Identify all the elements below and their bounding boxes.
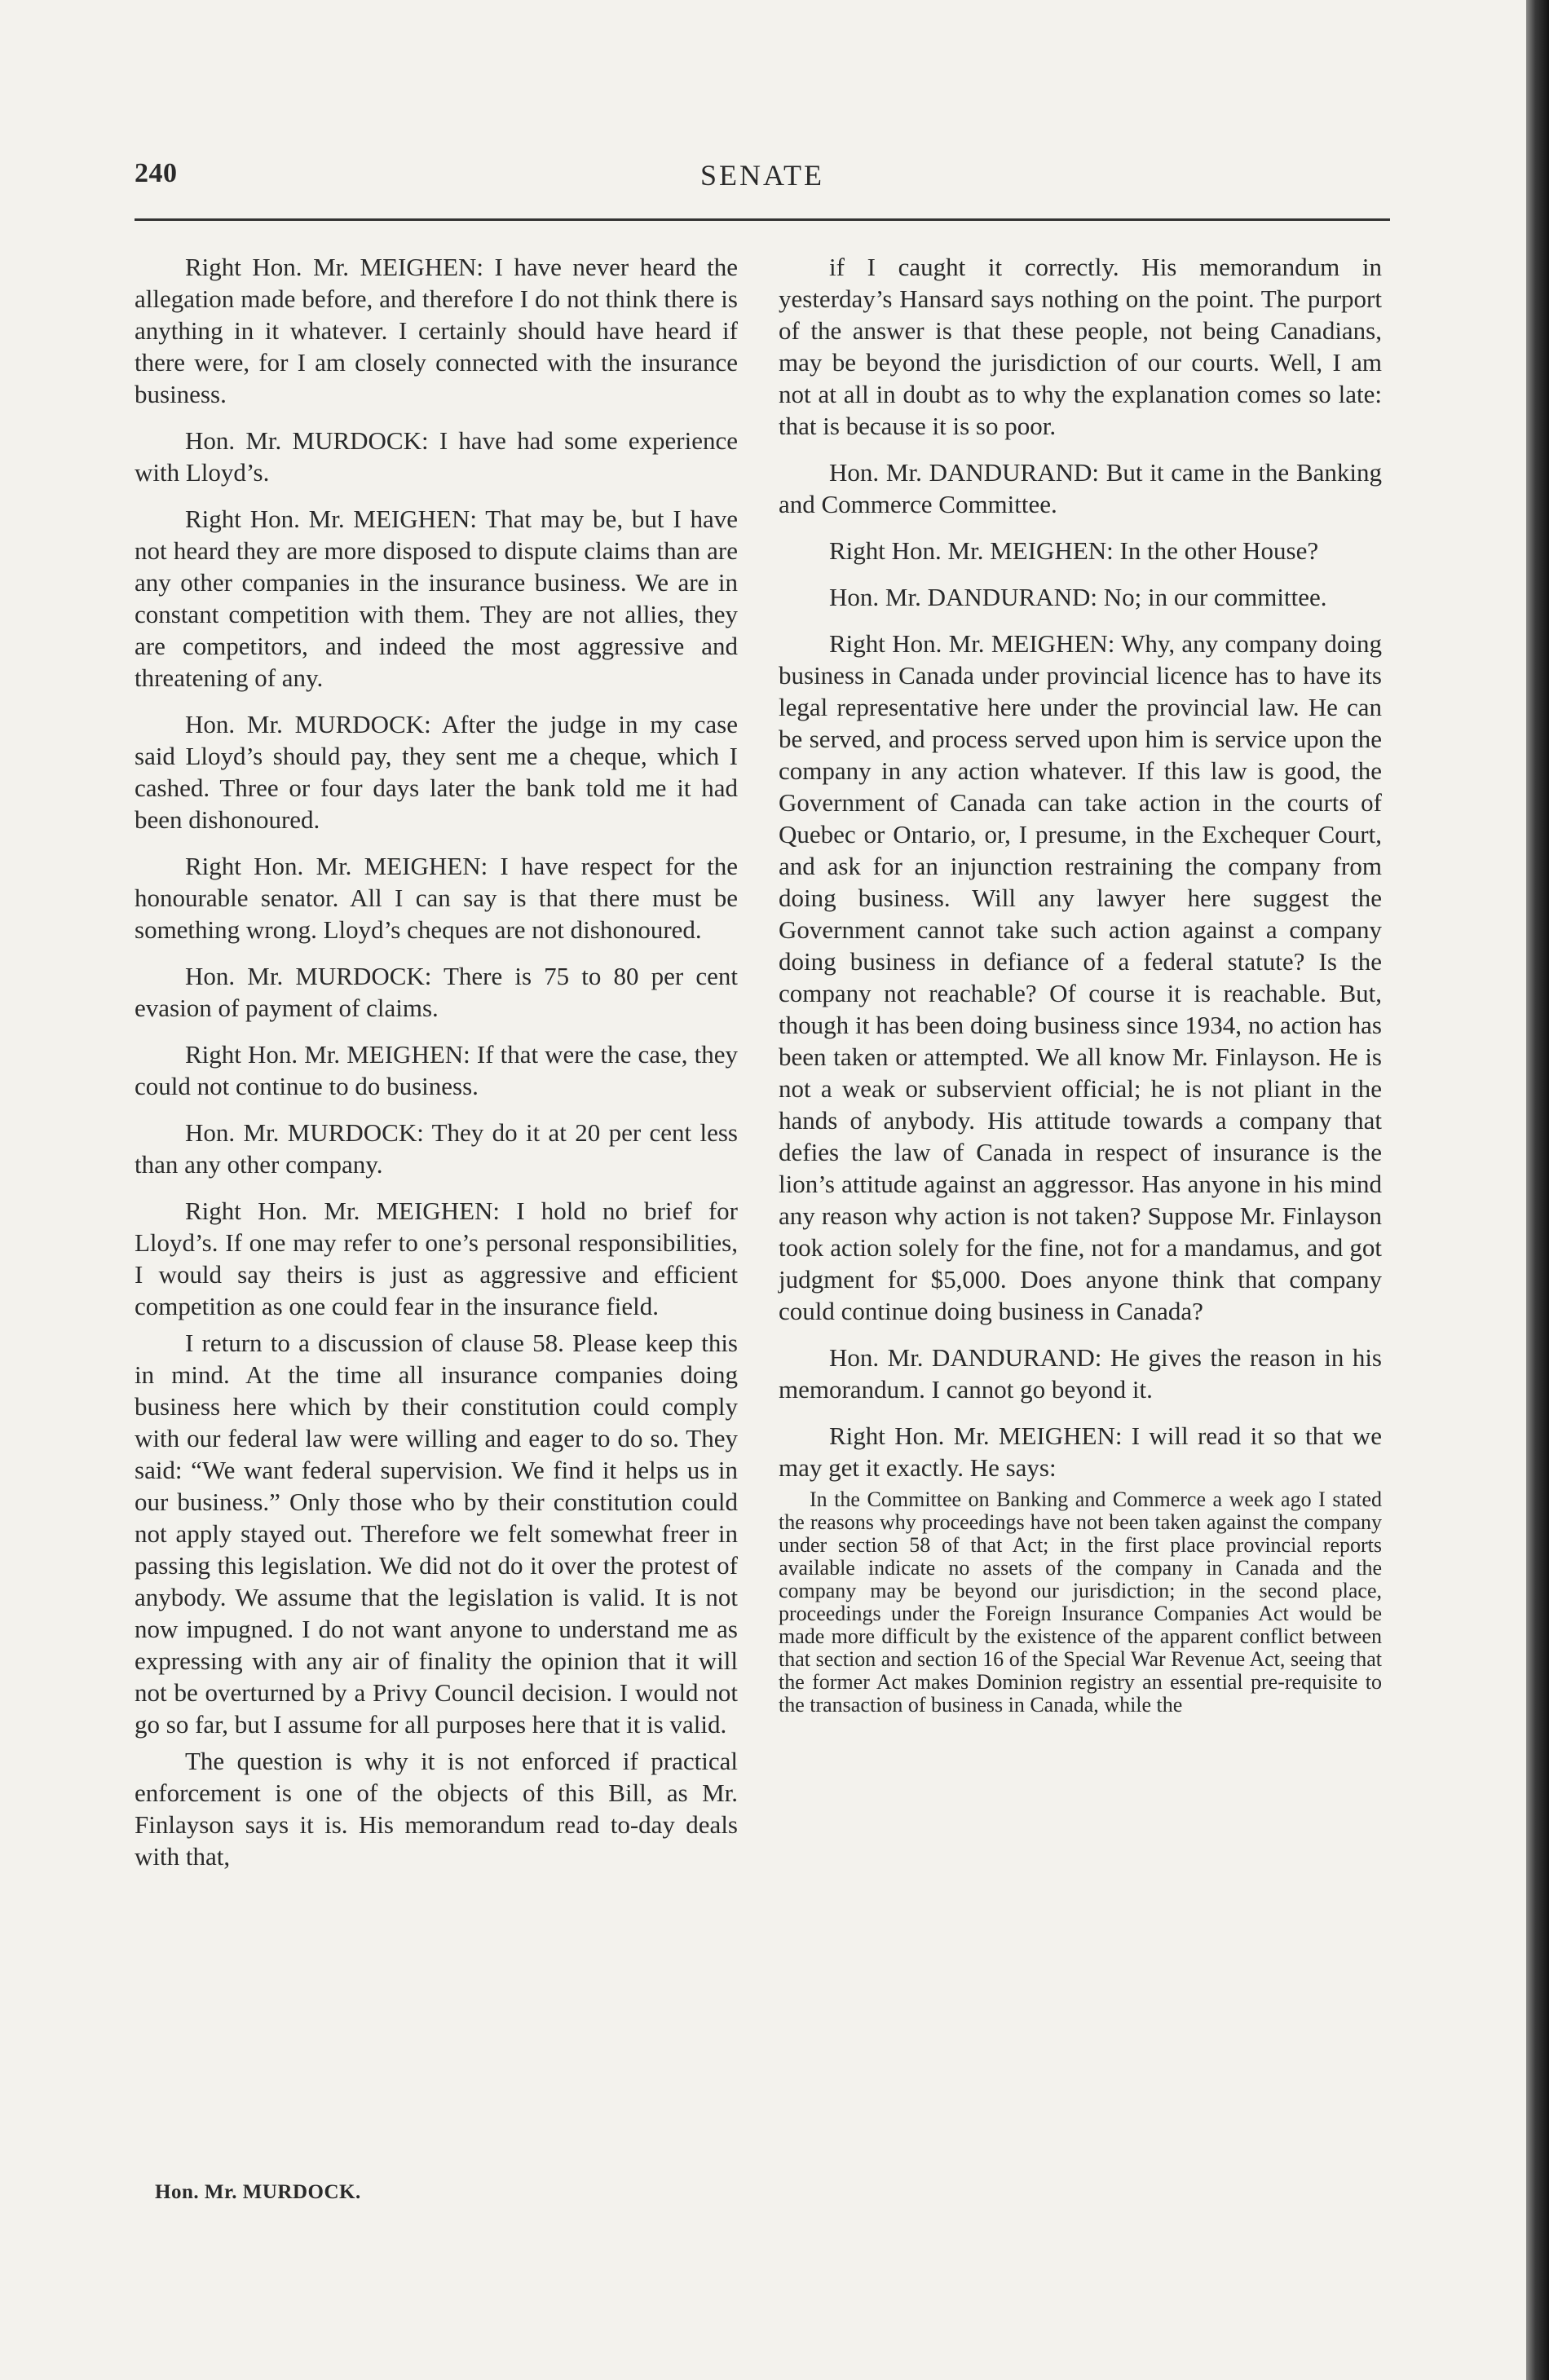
header-rule xyxy=(135,218,1390,221)
paragraph: Hon. Mr. MURDOCK: After the judge in my case said Lloyd’s should pay, they sent me a cheque, which I cashed. Three or four days later the bank told me it had been dishonoured. xyxy=(135,710,738,834)
paragraph: Right Hon. Mr. MEIGHEN: I have never heard the allegation made before, and therefore I do not think there is anything in it whatever. I certainly should have heard if there were, for I am closely connected with the insurance business. xyxy=(135,253,738,408)
running-head: SENATE xyxy=(700,159,824,192)
paragraph: Right Hon. Mr. MEIGHEN: If that were the case, they could not continue to do business. xyxy=(135,1040,738,1100)
page-edge-shadow xyxy=(1526,0,1549,2380)
right-column xyxy=(779,251,1382,1717)
paragraph: Right Hon. Mr. MEIGHEN: In the other House? xyxy=(829,536,1319,565)
paragraph: Hon. Mr. MURDOCK: There is 75 to 80 per cent evasion of payment of claims. xyxy=(135,962,738,1022)
paragraph: if I caught it correctly. His memorandum in yesterday’s Hansard says nothing on the point. The purport of the answer is that these people, not being Canadians, may be beyond the jurisdiction of our courts. Well, I am not at all in doubt as to why the explanation comes so late: that is because it is so poor. xyxy=(779,253,1382,440)
page-header xyxy=(135,158,1390,199)
paragraph: Right Hon. Mr. MEIGHEN: Why, any company doing business in Canada under provincial licence has to have its legal representative here under the provincial law. He can be served, and process served upon him is service upon the company in any action whatever. If this law is good, the Government of Canada can take action in the courts of Quebec or Ontario, or, I presume, in the Exchequer Court, and ask for an injunction restraining the company from doing business. Will any lawyer here suggest the Government cannot take such action against a company doing business in defiance of a federal statute? Is the company not reachable? Of course it is reachable. But, though it has been doing business since 1934, no action has been taken or attempted. We all know Mr. Finlayson. He is not a weak or subservient official; he is not pliant in the hands of anybody. His attitude towards a company that defies the law of Canada in respect of insurance is the lion’s attitude against an aggressor. Has anyone in his mind any reason why action is not taken? Suppose Mr. Finlayson took action solely for the fine, not for a mandamus, and got judgment for $5,000. Does anyone think that company could continue doing business in Canada? xyxy=(779,629,1382,1325)
footer-speaker: Hon. Mr. MURDOCK. xyxy=(155,2181,361,2203)
paragraph: Hon. Mr. MURDOCK: I have had some experience with Lloyd’s. xyxy=(135,426,738,487)
block-quote: In the Committee on Banking and Commerce a week ago I stated the reasons why proceedings have not been taken against the company under section 58 of that Act; in the first place provincial reports available indicate no assets of the company in Canada and the company may be beyond our jurisdiction; in the second place, proceedings under the Foreign Insurance Companies Act would be made more difficult by the existence of the apparent conflict between that section and section 16 of the Special War Revenue Act, seeing that the former Act makes Dominion registry an essential pre-requisite to the transaction of business in Canada, while the xyxy=(779,1488,1382,1717)
paragraph: Hon. Mr. DANDURAND: He gives the reason in his memorandum. I cannot go beyond it. xyxy=(779,1343,1382,1404)
paragraph: Right Hon. Mr. MEIGHEN: I hold no brief for Lloyd’s. If one may refer to one’s personal responsibilities, I would say theirs is just as aggressive and efficient competition as one could fear in the insurance field. xyxy=(135,1197,738,1320)
paragraph: Hon. Mr. DANDURAND: No; in our committee. xyxy=(829,583,1327,611)
paragraph: Hon. Mr. MURDOCK: They do it at 20 per cent less than any other company. xyxy=(135,1118,738,1179)
paragraph: The question is why it is not enforced if practical enforcement is one of the objects of this Bill, as Mr. Finlayson says it is. His memorandum read to-day deals with that, xyxy=(135,1747,738,1871)
page-number: 240 xyxy=(135,158,178,188)
paragraph: I return to a discussion of clause 58. Please keep this in mind. At the time all insurance companies doing business here which by their constitution could comply with our federal law were willing and eager to do so. They said: “We want federal supervision. We find it helps us in our business.” Only those who by their constitution could not apply stayed out. Therefore we felt somewhat freer in passing this legislation. We did not do it over the protest of anybody. We assume that the legislation is valid. It is not now impugned. I do not want anyone to understand me as expressing with any air of finality the opinion that it will not be overturned by a Privy Council decision. I would not go so far, but I assume for all purposes here that it is valid. xyxy=(135,1329,738,1739)
paragraph: Right Hon. Mr. MEIGHEN: I will read it so that we may get it exactly. He says: xyxy=(779,1421,1382,1482)
left-column xyxy=(135,251,738,1877)
paragraph: Right Hon. Mr. MEIGHEN: That may be, but I have not heard they are more disposed to dispute claims than are any other companies in the insurance business. We are in constant competition with them. They are not allies, they are competitors, and indeed the most aggressive and threatening of any. xyxy=(135,505,738,692)
paragraph: Hon. Mr. DANDURAND: But it came in the Banking and Commerce Committee. xyxy=(779,458,1382,518)
paragraph: Right Hon. Mr. MEIGHEN: I have respect for the honourable senator. All I can say is that there must be something wrong. Lloyd’s cheques are not dishonoured. xyxy=(135,852,738,944)
